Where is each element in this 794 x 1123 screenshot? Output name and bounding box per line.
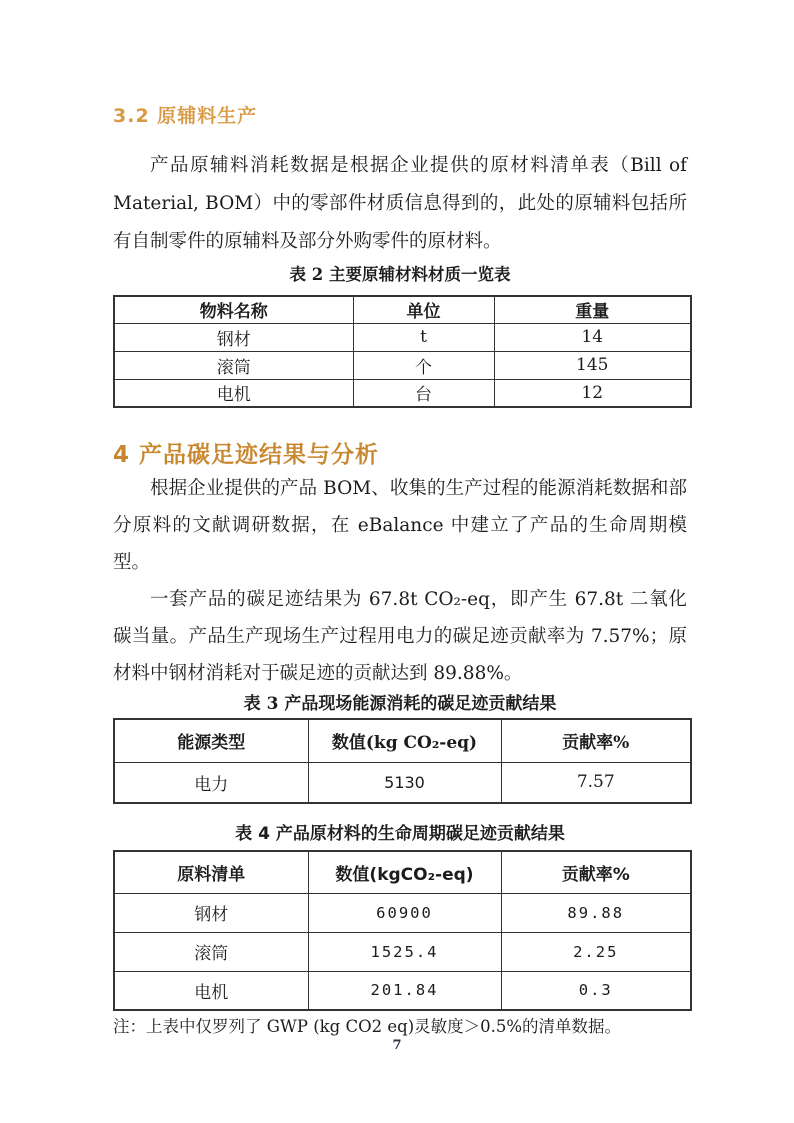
table-4-caption: 表 4 产品原材料的生命周期碳足迹贡献结果 bbox=[235, 824, 565, 844]
section-4-paragraph-1: 根据企业提供的产品 BOM、收集的生产过程的能源消耗数据和部分原料的文献调研数据，在 eBalance 中建立了产品的生命周期模型。 bbox=[113, 478, 687, 573]
table-4-header-row bbox=[114, 851, 691, 893]
table-cell: 滚筒 bbox=[114, 932, 308, 971]
table-cell: 12 bbox=[494, 379, 691, 407]
table-4-footnote: 注：上表中仅罗列了 GWP (kg CO2 eq)灵敏度＞0.5%的清单数据。 bbox=[113, 1017, 622, 1036]
table-cell: 2.25 bbox=[501, 932, 691, 971]
table-cell: 电机 bbox=[114, 971, 308, 1010]
table-cell: 5130 bbox=[308, 762, 501, 803]
table-3 bbox=[113, 718, 692, 804]
table-4-header-material-list: 原料清单 bbox=[114, 851, 308, 893]
table-cell: 14 bbox=[494, 323, 691, 351]
table-3-header-row bbox=[114, 719, 691, 762]
section-3-2-paragraph: 产品原辅料消耗数据是根据企业提供的原材料清单表（Bill of Material, BOM）中的零部件材质信息得到的，此处的原辅料包括所有自制零件的原辅料及部分外购零件的原材料。 bbox=[113, 155, 687, 252]
table-cell: 钢材 bbox=[114, 893, 308, 932]
table-row bbox=[114, 351, 691, 379]
table-2 bbox=[113, 295, 692, 408]
page-number: 7 bbox=[392, 1038, 402, 1053]
section-heading-4: 4 产品碳足迹结果与分析 bbox=[113, 442, 380, 468]
table-3-header-energy-type: 能源类型 bbox=[114, 719, 308, 762]
table-3-caption: 表 3 产品现场能源消耗的碳足迹贡献结果 bbox=[243, 694, 557, 714]
table-row bbox=[114, 971, 691, 1010]
table-row bbox=[114, 323, 691, 351]
table-2-header-weight: 重量 bbox=[494, 296, 691, 323]
table-cell: 电力 bbox=[114, 762, 308, 803]
table-2-header-row bbox=[114, 296, 691, 323]
table-cell: t bbox=[353, 323, 494, 351]
table-2-caption: 表 2 主要原辅材料材质一览表 bbox=[289, 265, 511, 284]
table-cell: 电机 bbox=[114, 379, 353, 407]
table-cell: 7.57 bbox=[501, 762, 691, 803]
table-2-header-material-name: 物料名称 bbox=[114, 296, 353, 323]
table-cell: 1525.4 bbox=[308, 932, 501, 971]
table-cell: 个 bbox=[353, 351, 494, 379]
table-4 bbox=[113, 850, 692, 1011]
table-cell: 滚筒 bbox=[114, 351, 353, 379]
table-cell: 201.84 bbox=[308, 971, 501, 1010]
table-row bbox=[114, 379, 691, 407]
table-2-header-unit: 单位 bbox=[353, 296, 494, 323]
table-row bbox=[114, 893, 691, 932]
table-4-header-value: 数值(kgCO₂-eq) bbox=[308, 851, 501, 893]
table-cell: 89.88 bbox=[501, 893, 691, 932]
table-cell: 0.3 bbox=[501, 971, 691, 1010]
table-row bbox=[114, 932, 691, 971]
table-3-header-contribution: 贡献率% bbox=[501, 719, 691, 762]
table-cell: 钢材 bbox=[114, 323, 353, 351]
table-4-header-contribution: 贡献率% bbox=[501, 851, 691, 893]
table-row bbox=[114, 762, 691, 803]
section-heading-3-2: 3.2 原辅料生产 bbox=[113, 105, 258, 127]
section-4-paragraph-2: 一套产品的碳足迹结果为 67.8t CO₂-eq，即产生 67.8t 二氧化碳当量。产品生产现场生产过程用电力的碳足迹贡献率为 7.57%；原材料中钢材消耗对于碳足迹的贡献达到 89.88%。 bbox=[113, 589, 687, 684]
table-cell: 145 bbox=[494, 351, 691, 379]
table-cell: 60900 bbox=[308, 893, 501, 932]
table-cell: 台 bbox=[353, 379, 494, 407]
table-3-header-value: 数值(kg CO₂-eq) bbox=[308, 719, 501, 762]
